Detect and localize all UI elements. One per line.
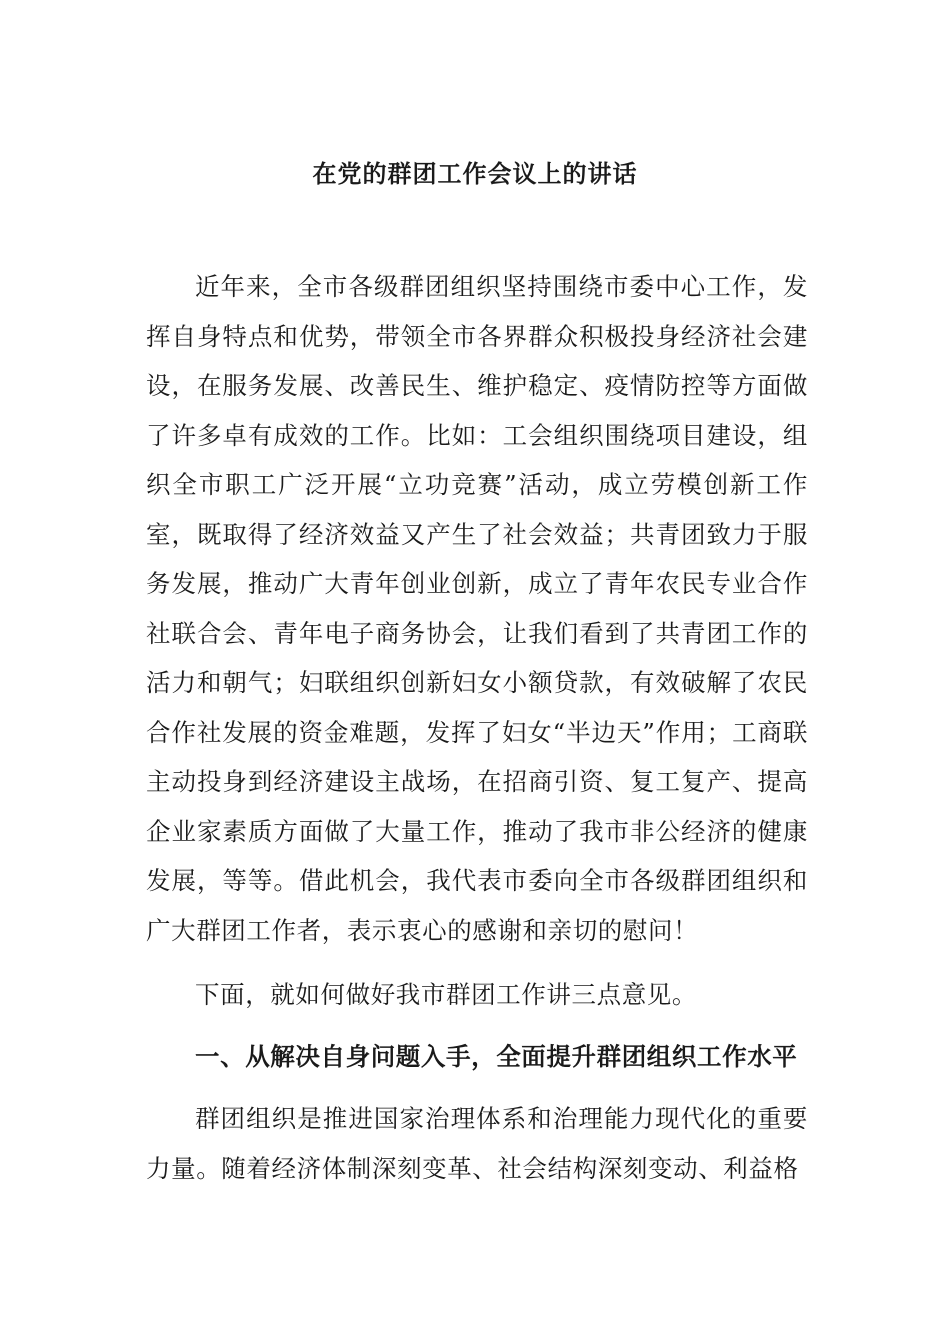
paragraph-transition: 下面，就如何做好我市群团工作讲三点意见。: [195, 980, 697, 1009]
section-heading-one: 一、从解决自身问题入手，全面提升群团组织工作水平: [195, 1042, 798, 1071]
paragraph-intro: 近年来，全市各级群团组织坚持围绕市委中心工作，发挥自身特点和优势，带领全市各界群众积极投身经济社会建设，在服务发展、改善民生、维护稳定、疫情防控等方面做了许多卓有成效的工作。比如：工会组织围绕项目建设，组织全市职工广泛开展“立功竞赛”活动，成立劳模创新工作室，既取得了经济效益又产生了社会效益；共青团致力于服务发展，推动广大青年创业创新，成立了青年农民专业合作社联合会、青年电子商务协会，让我们看到了共青团工作的活力和朝气；妇联组织创新妇女小额贷款，有效破解了农民合作社发展的资金难题，发挥了妇女“半边天”作用；工商联主动投身到经济建设主战场，在招商引资、复工复产、提高企业家素质方面做了大量工作，推动了我市非公经济的健康发展，等等。借此机会，我代表市委向全市各级群团组织和广大群团工作者，表示衷心的感谢和亲切的慰问！: [146, 272, 808, 945]
paragraph-section-one: 群团组织是推进国家治理体系和治理能力现代化的重要力量。随着经济体制深刻变革、社会结构深刻变动、利益格: [146, 1104, 808, 1183]
document-title: 在党的群团工作会议上的讲话: [312, 159, 638, 188]
